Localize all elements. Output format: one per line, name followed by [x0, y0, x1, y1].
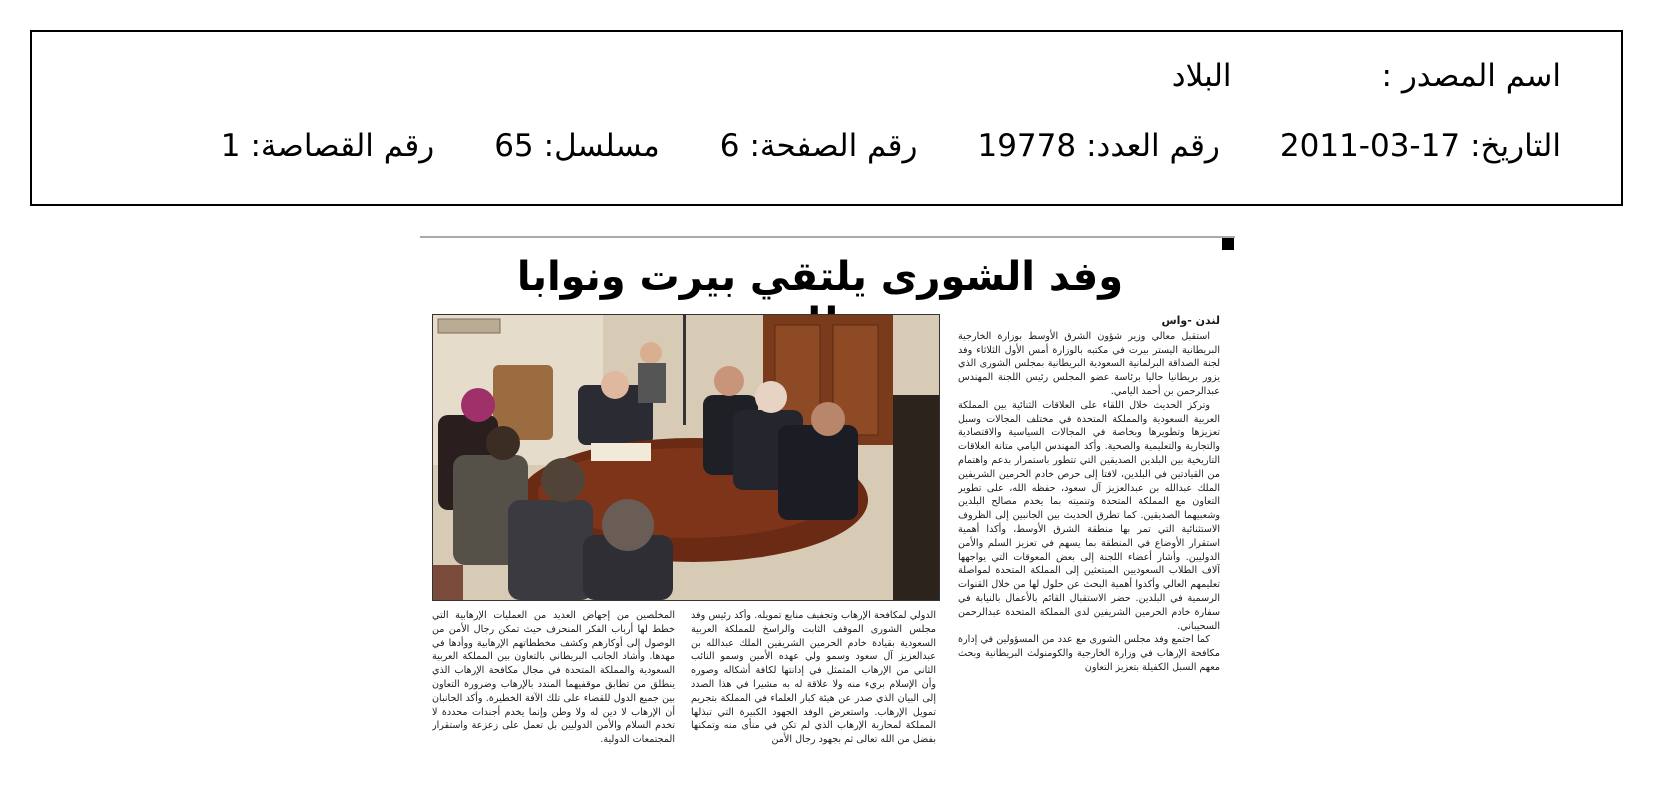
article-paragraph: استقبل معالي وزير شؤون الشرق الأوسط بوزارة الخارجية البريطانية اليستر بيرت في مكتبه بالوزارة أمس الأول الثلاثاء وفد لجنة الصداقة البرلمانية السعودية البريطانية بمجلس الشورى الذي يزور بريطانيا حاليا برئاسة عضو المجلس رئيس اللجنة المهندس عبدالرحمن بن أحمد اليامي.	[958, 330, 1220, 397]
clip-number-value: 1	[220, 128, 241, 164]
article-column-right	[958, 314, 1220, 784]
article-headline: وفد الشورى يلتقي بيرت ونوابا	[516, 254, 1124, 300]
source-label: اسم المصدر :	[1381, 58, 1561, 94]
page-label: رقم الصفحة:	[749, 128, 918, 164]
article-paragraph: المخلصين من إجهاض العديد من العمليات الإرهابية التي خطط لها أرباب الفكر المنحرف حيث تمكن رجال الأمن من الوصول إلى أوكارهم وكشف مخططاتهم الإرهابية ووأدها في مهدها. وأشاد الجانب البريطاني بالتعاون بين المملكة العربية السعودية والمملكة المتحدة في مجال مكافحة الإرهاب الذي ينطلق من تطابق موقفيهما المندد بالإرهاب وضرورة التعاون بين جميع الدول للقضاء على تلك الآفة الخطيرة. وأكد الجانبان أن الإرهاب لا دين له ولا وطن وإنما يخدم أجندات محددة لا تخدم السلام والأمن الدوليين بل تعمل على زعزعة واستقرار المجتمعات الدولية.	[432, 610, 675, 746]
date-field	[1280, 128, 1561, 164]
clipping-top-rule	[420, 236, 1235, 238]
article-paragraph: كما اجتمع وفد مجلس الشورى مع عدد من المسؤولين في إدارة مكافحة الإرهاب في وزارة الخارجية والكومنولث البريطانية وبحث معهم السبل الكفيلة بتعزيز التعاون	[958, 634, 1220, 673]
date-label: التاريخ:	[1470, 128, 1561, 164]
source-row	[1172, 58, 1561, 94]
article-dateline: لندن -واس	[1161, 314, 1220, 327]
issue-value: 19778	[977, 128, 1077, 164]
article-column-left	[432, 609, 675, 769]
issue-field	[977, 128, 1219, 164]
source-value: البلاد	[1171, 58, 1232, 94]
clipping-metadata-box	[30, 30, 1623, 206]
clip-number-field	[221, 128, 434, 164]
serial-value: 65	[494, 128, 534, 164]
article-photo	[432, 314, 940, 601]
clip-number-label: رقم القصاصة:	[250, 128, 435, 164]
article-column-middle	[691, 609, 936, 769]
page-field	[720, 128, 918, 164]
article-paragraph: الدولي لمكافحة الإرهاب وتجفيف منابع تمويله. وأكد رئيس وفد مجلس الشورى الموقف الثابت والراسخ للمملكة العربية السعودية بقيادة خادم الحرمين الشريفين الملك عبدالله بن عبدالعزيز آل سعود وسمو ولي عهده الأمين وسمو النائب الثاني من الإرهاب المتمثل في إدانتها لكافة أشكاله وصوره وأن الإسلام بريء منه ولا علاقة له به مشيرا في هذا الصدد إلى البيان الذي صدر عن هيئة كبار العلماء في المملكة بتجريم تمويل الإرهاب. واستعرض الوفد الجهود الكبيرة التي تبذلها المملكة لمحاربة الإرهاب الذي لم تكن في منأى منه وتمكنها بفضل من الله تعالى ثم بجهود رجال الأمن	[691, 610, 936, 746]
date-value: 2011-03-17	[1279, 128, 1461, 164]
article-paragraph: وتركز الحديث خلال اللقاء على العلاقات الثنائية بين المملكة العربية السعودية والمملكة المتحدة في مختلف المجالات وسبل تعزيزها وتطويرها وبخاصة في المجالات السياسية والاقتصادية والتجارية والتعليمية والصحية. وأكد المهندس اليامي متانة العلاقات التاريخية بين البلدين الصديقين التي تتطور باستمرار بدعم واهتمام من القيادتين في البلدين، لافتا إلى حرص خادم الحرمين الشريفين الملك عبدالله بن عبدالعزيز آل سعود، حفظه الله، على تطوير التعاون مع المملكة المتحدة وتنميته بما يخدم مصالح البلدين وشعبيهما الصديقين. كما تطرق الحديث بين الجانبين إلى الظروف الاستثنائية التي تمر بها منطقة الشرق الأوسط، وأكدا أهمية استقرار الأوضاع في المنطقة بما يسهم في تعزيز السلم والأمن الدوليين. وأشار أعضاء اللجنة إلى بعض المعوقات التي يواجهها آلاف الطلاب السعوديين المبتعثين إلى المملكة المتحدة لمواصلة تعليمهم العالي وأكدوا أهمية البحث عن حلول لها من خلال القنوات الرسمية في البلدين. حضر الاستقبال القائم بالأعمال بالنيابة في سفارة خادم الحرمين الشريفين لدى المملكة المتحدة عبدالرحمن السحيباني.	[958, 399, 1220, 632]
issue-label: رقم العدد:	[1086, 128, 1220, 164]
serial-label: مسلسل:	[543, 128, 660, 164]
page-value: 6	[719, 128, 740, 164]
serial-field	[494, 128, 660, 164]
details-row	[221, 128, 1561, 164]
newspaper-clipping	[420, 236, 1220, 776]
section-bullet-icon	[1222, 238, 1234, 250]
